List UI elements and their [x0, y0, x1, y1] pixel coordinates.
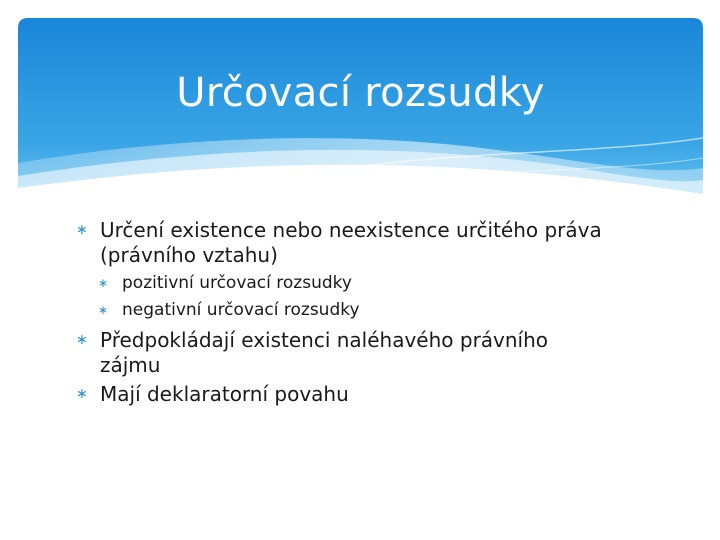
asterisk-bullet-icon: ∗ [76, 332, 88, 348]
sub-bullet-text: pozitivní určovací rozsudky [122, 273, 352, 293]
bullet-text: Předpokládají existenci naléhavého právního zájmu [100, 328, 549, 377]
asterisk-bullet-icon: ∗ [76, 222, 88, 238]
bullet-list [76, 218, 676, 407]
slide-title: Určovací rozsudky [176, 70, 545, 116]
bullet-text: Určení existence nebo neexistence určitého práva (právního vztahu) [100, 218, 602, 267]
bullet-item [76, 218, 676, 268]
bullet-item [76, 328, 600, 378]
asterisk-bullet-icon: ∗ [98, 276, 109, 290]
bullet-item [76, 382, 676, 407]
asterisk-bullet-icon: ∗ [76, 386, 88, 402]
title-banner [18, 18, 703, 200]
asterisk-bullet-icon: ∗ [98, 303, 109, 317]
bullet-text: Mají deklaratorní povahu [100, 382, 349, 406]
sub-bullet-text: negativní určovací rozsudky [122, 300, 360, 320]
sub-bullet-item [98, 299, 676, 322]
sub-bullet-item [98, 272, 676, 295]
